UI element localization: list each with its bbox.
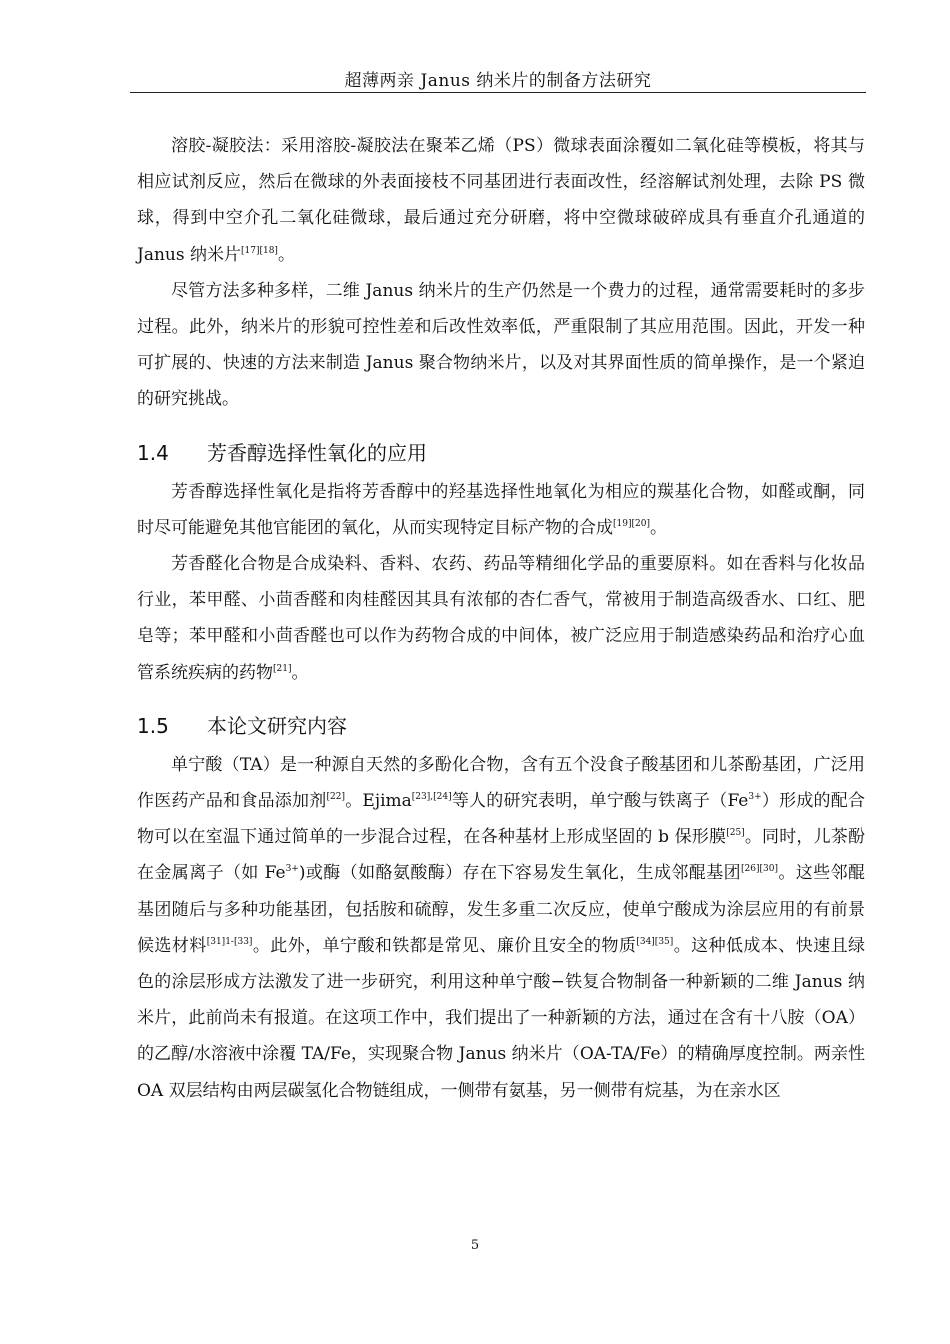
page-body [137, 128, 865, 1109]
superscript-charge: 3+ [285, 864, 299, 875]
text-run: 单宁酸（TA）是一种源自天然的多酚化合物，含有五个没食子酸基团和儿茶酚基团，广泛用作医药产品和食品添加剂 [137, 754, 865, 812]
text-run: 等人的研究表明，单宁酸与铁离子（Fe [451, 791, 749, 812]
paragraph-text: 芳香醛化合物是合成染料、香料、农药、药品等精细化学品的重要原料。如在香料与化妆品行业，苯甲醛、小茴香醛和肉桂醛因其具有浓郁的杏仁香气，常被用于制造高级香水、口红、肥皂等；苯甲醛和小茴香醛也可以作为药物合成的中间体，被广泛应用于制造感染药品和治疗心血管系统疾病的药物 [137, 554, 865, 683]
citation: [25] [726, 828, 745, 839]
paragraph-text: 溶胶-凝胶法：采用溶胶-凝胶法在聚苯乙烯（PS）微球表面涂覆如二氧化硅等模板，将其与相应试剂反应，然后在微球的外表面接枝不同基团进行表面改性，经溶解试剂处理，去除 PS 微球，得到中空介孔二氧化硅微球，最后通过充分研磨，将中空微球破碎成具有垂直介孔通道的 Janus 纳米片 [137, 136, 865, 265]
running-header: 超薄两亲 Janus 纳米片的制备方法研究 [130, 70, 866, 93]
citation: [34][35] [636, 936, 674, 947]
text-run: 。Ejima [344, 791, 412, 812]
text-run: )或酶（如酪氨酸酶）存在下容易发生氧化，生成邻醌基团 [298, 863, 742, 884]
section-number: 1.4 [137, 440, 169, 465]
citation: [23],[24] [411, 792, 452, 803]
superscript-charge: 3+ [748, 792, 762, 803]
citation: [19][20] [613, 518, 650, 529]
citation: [17][18] [240, 245, 278, 256]
paragraph-text: 尽管方法多种多样，二维 Janus 纳米片的生产仍然是一个费力的过程，通常需要耗时的多步过程。此外，纳米片的形貌可控性差和后改性效率低，严重限制了其应用范围。因此，开发一种可扩展的、快速的方法来制造 Janus 聚合物纳米片，以及对其界面性质的简单操作，是一个紧迫的研究挑战。 [137, 280, 865, 410]
citation: [26][30] [741, 864, 778, 875]
text-run: 。此外，单宁酸和铁都是常见、廉价且安全的物质 [252, 935, 637, 956]
paragraph-tannic-acid [137, 747, 865, 1109]
text-run: 。同时，儿茶酚在金属离子（如 Fe [137, 827, 865, 884]
text-run: 。这些邻醌基团随后与多种功能基团，包括胺和硫醇，发生多重二次反应，使单宁酸成为涂层应用的有前景候选材料 [137, 863, 865, 956]
paragraph-tail: 。 [649, 517, 667, 538]
paragraph-aromatic-oxidation [137, 474, 865, 546]
paragraph-text: 芳香醇选择性氧化是指将芳香醇中的羟基选择性地氧化为相应的羰基化合物，如醛或酮，同时尽可能避免其他官能团的氧化，从而实现特定目标产物的合成 [137, 481, 865, 538]
section-title: 芳香醇选择性氧化的应用 [207, 440, 427, 465]
paragraph-tail: 。 [291, 662, 309, 683]
section-heading-1-5 [137, 705, 865, 747]
section-title: 本论文研究内容 [207, 713, 347, 738]
section-heading-1-4 [137, 432, 865, 474]
section-number: 1.5 [137, 713, 169, 738]
text-run: 。这种低成本、快速且绿色的涂层形成方法激发了进一步研究，利用这种单宁酸−铁复合物制备一种新颖的二维 Janus 纳米片，此前尚未有报道。在这项工作中，我们提出了一种新颖的方法，通过在含有十八胺（OA）的乙醇/水溶液中涂覆 TA/Fe，实现聚合物 Janus 纳米片（OA-TA/Fe）的精确厚度控制。两亲性 OA 双层结构由两层碳氢化合物链组成，一侧带有氨基，另一侧带有烷基，为在亲水区 [137, 935, 866, 1101]
paragraph-challenge [137, 273, 865, 418]
text-run: ）形成的配合物可以在室温下通过简单的一步混合过程，在各种基材上形成坚固的 b 保形膜 [137, 791, 866, 848]
page-number: 5 [470, 1238, 480, 1253]
citation: [22] [326, 792, 345, 803]
paragraph-tail: 。 [277, 244, 295, 265]
paragraph-aldehyde-applications [137, 546, 865, 691]
paragraph-sol-gel [137, 128, 865, 273]
citation: [21] [273, 663, 292, 674]
citation: [31]1-[33] [206, 936, 253, 947]
